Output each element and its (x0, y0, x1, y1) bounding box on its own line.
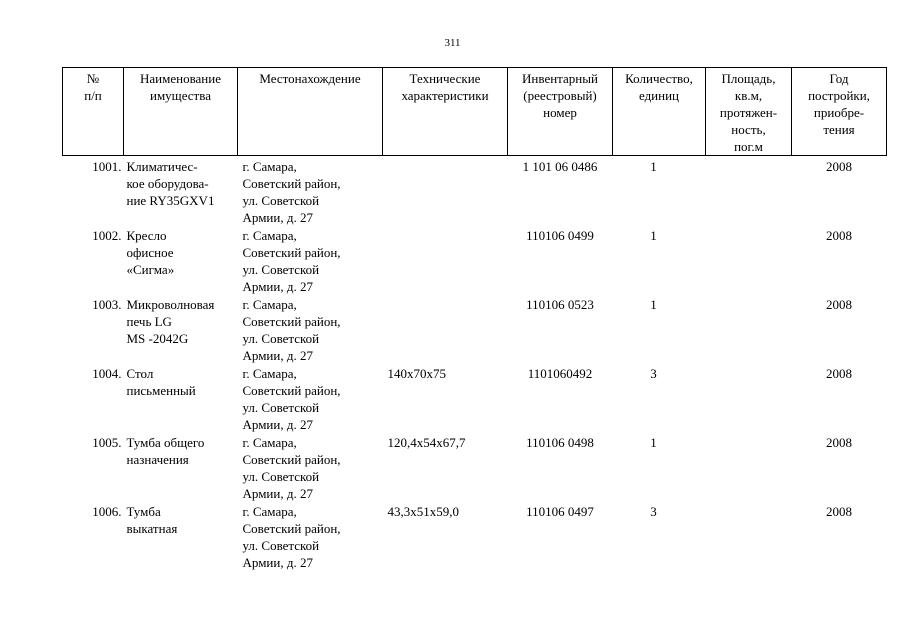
row-area (706, 365, 792, 434)
row-inventory: 110106 0523 (526, 297, 594, 312)
row-year: 2008 (826, 504, 852, 519)
row-location: г. Самара, Советский район, ул. Советской Армии, д. 27 (242, 435, 341, 501)
row-quantity: 1 (650, 228, 657, 243)
row-name: Тумба выкатная (126, 504, 178, 536)
row-quantity: 3 (650, 504, 657, 519)
row-location: г. Самара, Советский район, ул. Советской Армии, д. 27 (242, 297, 341, 363)
row-location: г. Самара, Советский район, ул. Советской Армии, д. 27 (242, 366, 341, 432)
row-tech: 140х70х75 (387, 366, 446, 381)
row-name: Климатичес- кое оборудова- ние RY35GXV1 (126, 159, 215, 208)
row-name: Микроволновая печь LG MS -2042G (126, 297, 215, 346)
table-row (63, 434, 887, 503)
header-tech: Технические характеристики (383, 68, 508, 156)
row-tech (383, 296, 508, 365)
property-table (62, 67, 887, 572)
row-number: 1001. (92, 159, 122, 174)
row-year: 2008 (826, 159, 852, 174)
row-area (706, 227, 792, 296)
table-header-row (63, 68, 887, 156)
row-year: 2008 (826, 228, 852, 243)
row-tech: 43,3х51х59,0 (387, 504, 459, 519)
row-year: 2008 (826, 297, 852, 312)
header-number: № п/п (63, 68, 124, 156)
row-inventory: 1 101 06 0486 (522, 159, 598, 174)
table-row (63, 227, 887, 296)
row-number: 1003. (92, 297, 122, 312)
table-row (63, 156, 887, 228)
row-number: 1006. (92, 504, 122, 519)
row-year: 2008 (826, 435, 852, 450)
row-tech (383, 156, 508, 228)
row-quantity: 1 (650, 435, 657, 450)
header-quantity: Количество, единиц (613, 68, 706, 156)
row-area (706, 296, 792, 365)
row-name: Тумба общего назначения (126, 435, 205, 467)
row-number: 1005. (92, 435, 122, 450)
row-name: Стол письменный (126, 366, 196, 398)
row-inventory: 1101060492 (527, 366, 593, 381)
header-inventory: Инвентарный (реестровый) номер (508, 68, 613, 156)
header-year: Год постройки, приобре- тения (792, 68, 887, 156)
row-name: Кресло офисное «Сигма» (126, 228, 175, 277)
row-area (706, 503, 792, 572)
row-year: 2008 (826, 366, 852, 381)
row-number: 1002. (92, 228, 122, 243)
row-quantity: 3 (650, 366, 657, 381)
row-inventory: 110106 0499 (526, 228, 594, 243)
row-inventory: 110106 0497 (526, 504, 594, 519)
header-area: Площадь, кв.м, протяжен- ность, пог.м (706, 68, 792, 156)
table-row (63, 296, 887, 365)
page-number: 311 (444, 37, 461, 49)
table-row (63, 503, 887, 572)
row-tech: 120,4х54х67,7 (387, 435, 466, 450)
table-row (63, 365, 887, 434)
row-area (706, 434, 792, 503)
header-location: Местонахождение (238, 68, 383, 156)
row-location: г. Самара, Советский район, ул. Советской Армии, д. 27 (242, 504, 341, 570)
row-number: 1004. (92, 366, 122, 381)
row-quantity: 1 (650, 159, 657, 174)
row-area (706, 156, 792, 228)
row-location: г. Самара, Советский район, ул. Советской Армии, д. 27 (242, 159, 341, 225)
row-quantity: 1 (650, 297, 657, 312)
header-name: Наименование имущества (124, 68, 238, 156)
row-inventory: 110106 0498 (526, 435, 594, 450)
row-location: г. Самара, Советский район, ул. Советской Армии, д. 27 (242, 228, 341, 294)
row-tech (383, 227, 508, 296)
